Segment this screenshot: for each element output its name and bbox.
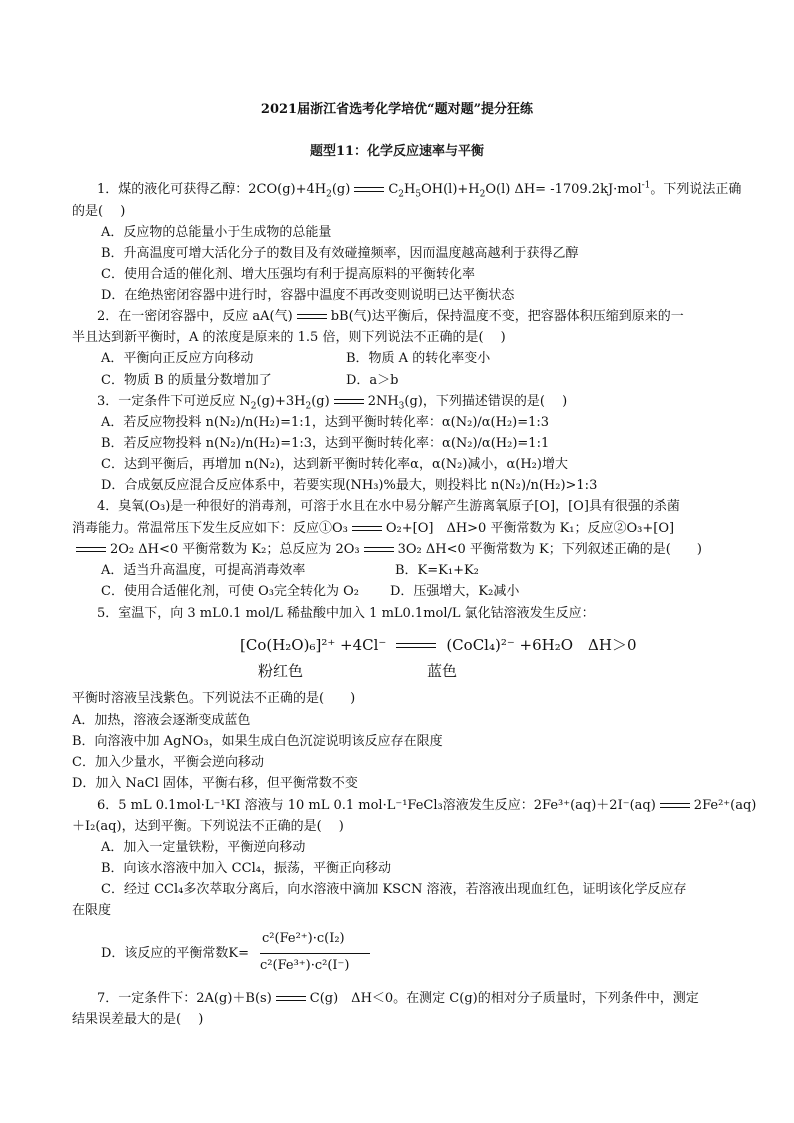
q3-option-a: A．若反应物投料 n(N₂)/n(H₂)=1:1，达到平衡时转化率：α(N₂)/α(H₂)=1:3	[101, 415, 550, 430]
q3-option-d: D．合成氨反应混合反应体系中，若要实现(NH₃)%最大，则投料比 n(N₂)/n(H₂)>1:3	[101, 478, 598, 493]
document-title: 2021届浙江省选考化学培优“题对题”提分狂练	[260, 102, 534, 117]
q2-stem: 2．在一密闭容器中，反应 aA(气) bB(气)达平衡后，保持温度不变，把容器体积压缩到原来的一	[97, 309, 684, 324]
equilibrium-arrow-icon	[334, 398, 364, 406]
q5-equation: [Co(H₂O)₆]²⁺ +4Cl⁻ (CoCl₄)²⁻ +6H₂O ΔH＞0	[240, 636, 637, 654]
q1-option-d: D．在绝热密闭容器中进行时，容器中温度不再改变则说明已达平衡状态	[101, 288, 515, 303]
q4-stem-line2: 消毒能力。常温常压下发生反应如下：反应①O₃ O₂+[O] ΔH>0 平衡常数为 K₁；反应②O₃+[O]	[72, 521, 675, 536]
q1-option-c: C．使用合适的催化剂、增大压强均有利于提高原料的平衡转化率	[101, 267, 475, 282]
q5-label-pink: 粉红色	[258, 662, 304, 680]
q4-option-c: C．使用合适催化剂，可使 O₃完全转化为 O₂	[101, 584, 359, 599]
equilibrium-arrow-icon	[396, 642, 436, 650]
q6-option-b: B．向该水溶液中加入 CCl₄，振荡，平衡正向移动	[101, 861, 391, 876]
q6-fraction-denominator: c²(Fe³⁺)·c²(I⁻)	[260, 958, 350, 973]
q2-option-c: C．物质 B 的质量分数增加了	[101, 373, 272, 388]
q6-fraction-numerator: c²(Fe²⁺)·c(I₂)	[262, 931, 345, 946]
q5-option-b: B．向溶液中加 AgNO₃，如果生成白色沉淀说明该反应存在限度	[72, 734, 443, 749]
equilibrium-arrow-icon	[354, 186, 384, 194]
q4-option-b: B．K=K₁+K₂	[395, 563, 479, 578]
q5-option-c: C．加入少量水，平衡会逆向移动	[72, 755, 264, 770]
q5-stem2: 平衡时溶液呈浅紫色。下列说法不正确的是( )	[72, 691, 356, 706]
q4-option-d: D．压强增大，K₂减小	[390, 584, 520, 599]
q3-option-c: C．达到平衡后，再增加 n(N₂)，达到新平衡时转化率α，α(N₂)减小，α(H₂)增大	[101, 457, 568, 472]
q2-option-a: A．平衡向正反应方向移动	[101, 351, 254, 366]
section-subtitle: 题型11：化学反应速率与平衡	[309, 144, 485, 159]
q6-option-a: A．加入一定量铁粉，平衡逆向移动	[101, 840, 306, 855]
q5-option-a: A．加热，溶液会逐渐变成蓝色	[72, 713, 251, 728]
q1-stem-line2: 的是( )	[72, 204, 126, 219]
q2-option-b: B．物质 A 的转化率变小	[346, 351, 491, 366]
q3-stem: 3．一定条件下可逆反应 $N_2(g)+3H_2(g)$ $2NH_3(g)$，下列描述错误的是( )	[97, 394, 568, 412]
q6-option-d: D．该反应的平衡常数K=	[101, 946, 250, 961]
q6-stem: 6．5 mL 0.1mol·L⁻¹KI 溶液与 10 mL 0.1 mol·L⁻¹FeCl₃溶液发生反应：2Fe³⁺(aq)＋2I⁻(aq) 2Fe²⁺(aq)	[97, 798, 757, 813]
q6-option-c-line1: C．经过 CCl₄多次萃取分离后，向水溶液中滴加 KSCN 溶液，若溶液出现血红色，证明该化学反应存	[101, 882, 687, 897]
q7-stem: 7．一定条件下：2A(g)＋B(s) C(g) ΔH＜0。在测定 C(g)的相对分子质量时，下列条件中，测定	[97, 991, 699, 1006]
equilibrium-arrow-icon	[352, 525, 382, 533]
q6-fraction-bar	[260, 953, 370, 954]
q2-stem-line2: 半且达到新平衡时，A 的浓度是原来的 1.5 倍，则下列说法不正确的是( )	[72, 330, 506, 345]
q7-stem-line2: 结果误差最大的是( )	[72, 1012, 204, 1027]
q4-stem: 4．臭氧(O₃)是一种很好的消毒剂，可溶于水且在水中易分解产生游离氧原子[O]，[O]具有很强的杀菌	[97, 499, 680, 514]
equilibrium-arrow-icon	[276, 995, 306, 1003]
q6-option-c-line2: 在限度	[72, 903, 112, 918]
q2-option-d: D．a＞b	[346, 373, 399, 388]
q1-stem: 1．煤的液化可获得乙醇：$2CO(g)+4H_2(g)$ $C_2H_5OH(l)+H_2O(l)$ ΔH= -1709.2kJ·mol$^{-1}$。下列说法正确	[97, 180, 742, 200]
q3-option-b: B．若反应物投料 n(N₂)/n(H₂)=1:3，达到平衡时转化率：α(N₂)/α(H₂)=1:1	[101, 436, 550, 451]
q5-option-d: D．加入 NaCl 固体，平衡右移，但平衡常数不变	[72, 776, 358, 791]
q4-option-a: A．适当升高温度，可提高消毒效率	[101, 563, 306, 578]
equilibrium-arrow-icon	[364, 546, 394, 554]
q1-option-a: A．反应物的总能量小于生成物的总能量	[101, 225, 332, 240]
q4-stem-line3: 2O₂ ΔH<0 平衡常数为 K₂；总反应为 2O₃ 3O₂ ΔH<0 平衡常数为 K；下列叙述正确的是( )	[72, 541, 727, 559]
q5-stem: 5．室温下，向 3 mL0.1 mol/L 稀盐酸中加入 1 mL0.1mol/L 氯化钴溶液发生反应：	[97, 606, 595, 621]
q1-option-b: B．升高温度可增大活化分子的数目及有效碰撞频率，因而温度越高越利于获得乙醇	[101, 246, 579, 261]
equilibrium-arrow-icon	[660, 802, 690, 810]
q6-stem-line2: ＋I₂(aq)，达到平衡。下列说法不正确的是( )	[72, 819, 344, 834]
equilibrium-arrow-icon	[297, 313, 327, 321]
q5-label-blue: 蓝色	[427, 662, 458, 680]
equilibrium-arrow-icon	[76, 546, 106, 554]
